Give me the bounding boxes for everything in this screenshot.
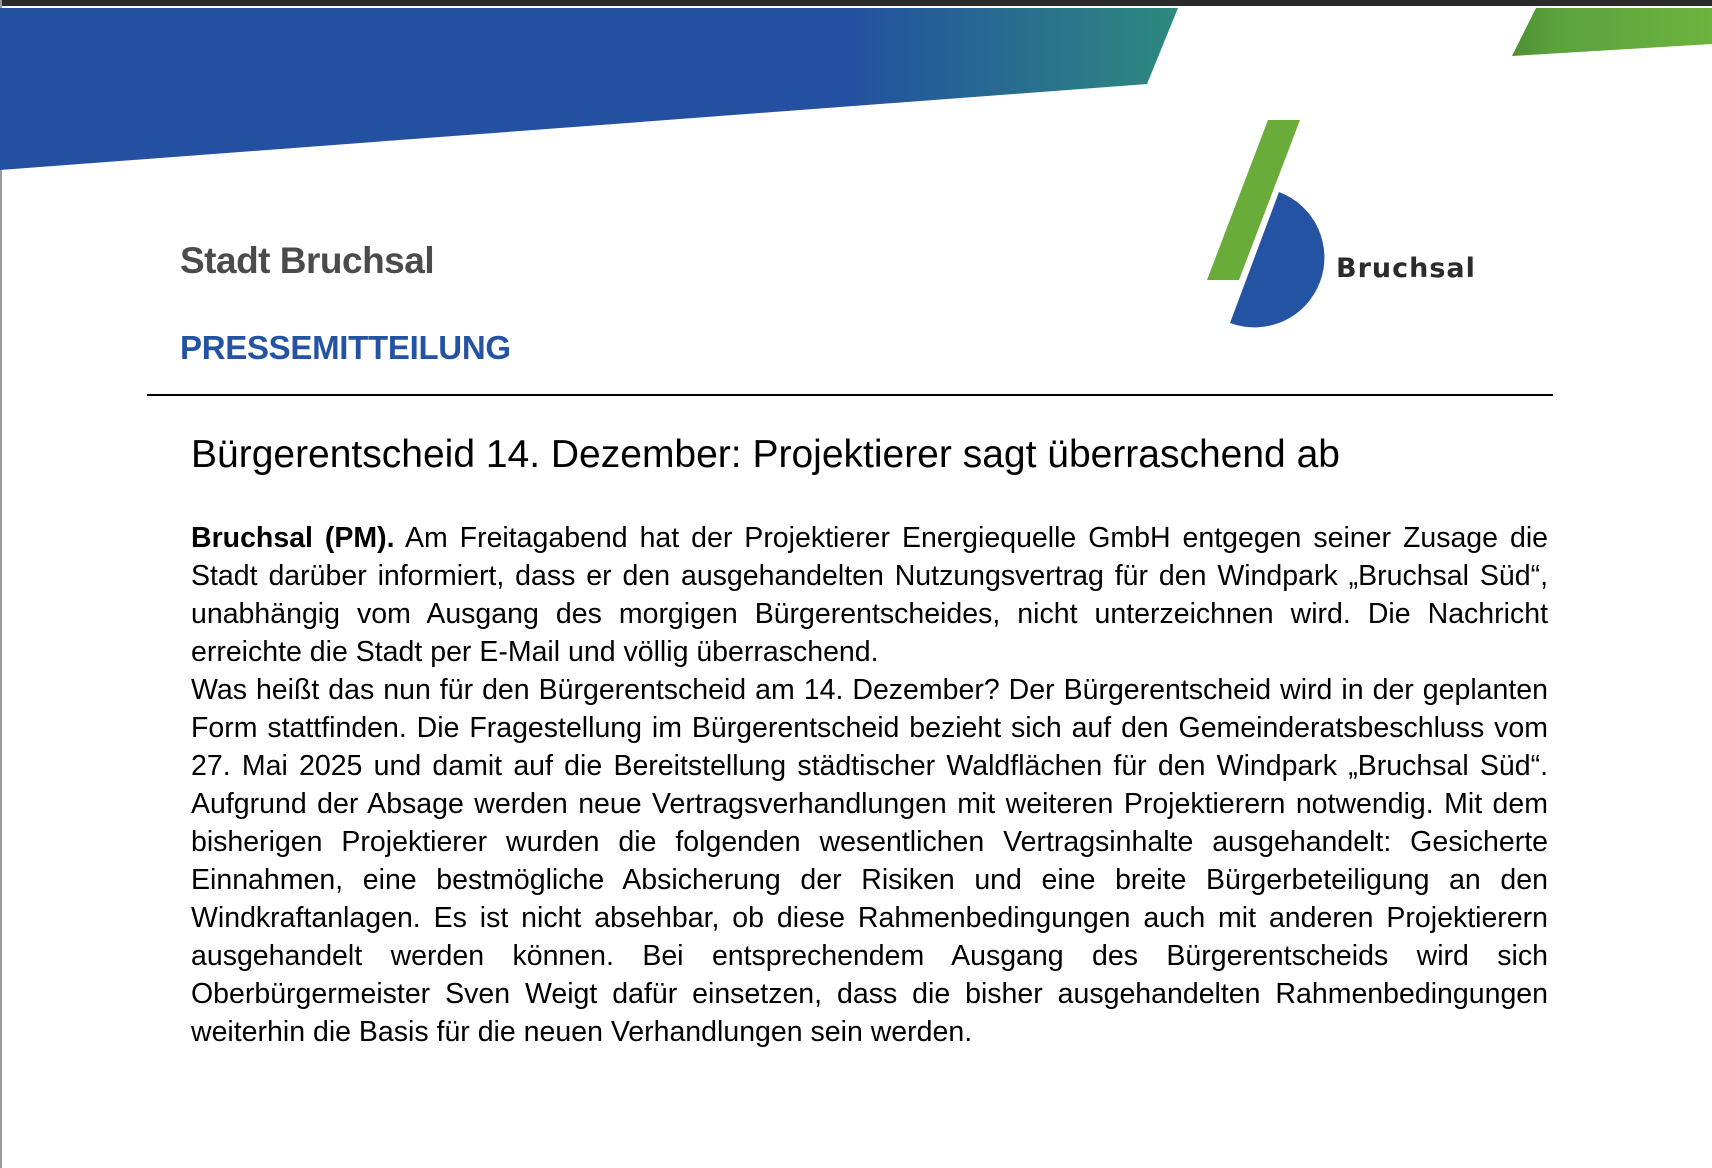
banner-blue-shape xyxy=(0,8,1178,170)
article-headline: Bürgerentscheid 14. Dezember: Projektierer sagt überraschend ab xyxy=(191,433,1340,476)
article-body xyxy=(191,519,1548,1051)
bruchsal-logo-icon xyxy=(1195,110,1335,330)
article-lead: Bruchsal (PM). xyxy=(191,522,395,554)
document-type: PRESSEMITTEILUNG xyxy=(180,329,511,366)
banner-green-shape xyxy=(1512,8,1712,56)
left-edge xyxy=(0,0,2,1168)
organization-name: Stadt Bruchsal xyxy=(180,240,435,281)
header-divider xyxy=(147,394,1553,396)
article-paragraph-2: Was heißt das nun für den Bürgerentscheid am 14. Dezember? Der Bürgerentscheid wird in der geplanten Form stattfinden. Die Fragestellung im Bürgerentscheid bezieht sich auf den Gemeinderatsbeschluss vom 27. Mai 2025 und damit auf die Bereitstellung städtischer Waldflächen für den Windpark „Bruchsal Süd“. Aufgrund der Absage werden neue Vertragsverhandlungen mit weiteren Projektierern notwendig. Mit dem bisherigen Projektierer wurden die folgenden wesentlichen Vertragsinhalte ausgehandelt: Gesicherte Einnahmen, eine bestmögliche Absicherung der Risiken und eine breite Bürgerbeteiligung an den Windkraftanlagen. Es ist nicht absehbar, ob diese Rahmenbedingungen auch mit anderen Projektierern ausgehandelt werden können. Bei entsprechendem Ausgang des Bürgerentscheids wird sich Oberbürgermeister Sven Weigt dafür einsetzen, dass die bisher ausgehandelten Rahmenbedingungen weiterhin die Basis für die neuen Verhandlungen sein werden. xyxy=(191,674,1548,1048)
paragraph-1-text: Am Freitagabend hat der Projektierer Energiequelle GmbH entgegen seiner Zusage die Stadt darüber informiert, dass er den ausgehandelten Nutzungsvertrag für den Windpark „Bruchsal Süd“, unabhängig vom Ausgang des morgigen Bürgerentscheides, nicht unterzeichnen wird. Die Nachricht erreichte die Stadt per E-Mail und völlig überraschend. xyxy=(191,522,1549,668)
logo-wordmark: Bruchsal xyxy=(1336,253,1476,284)
article-paragraph-1 xyxy=(191,519,1548,671)
header-banner xyxy=(0,0,1712,175)
